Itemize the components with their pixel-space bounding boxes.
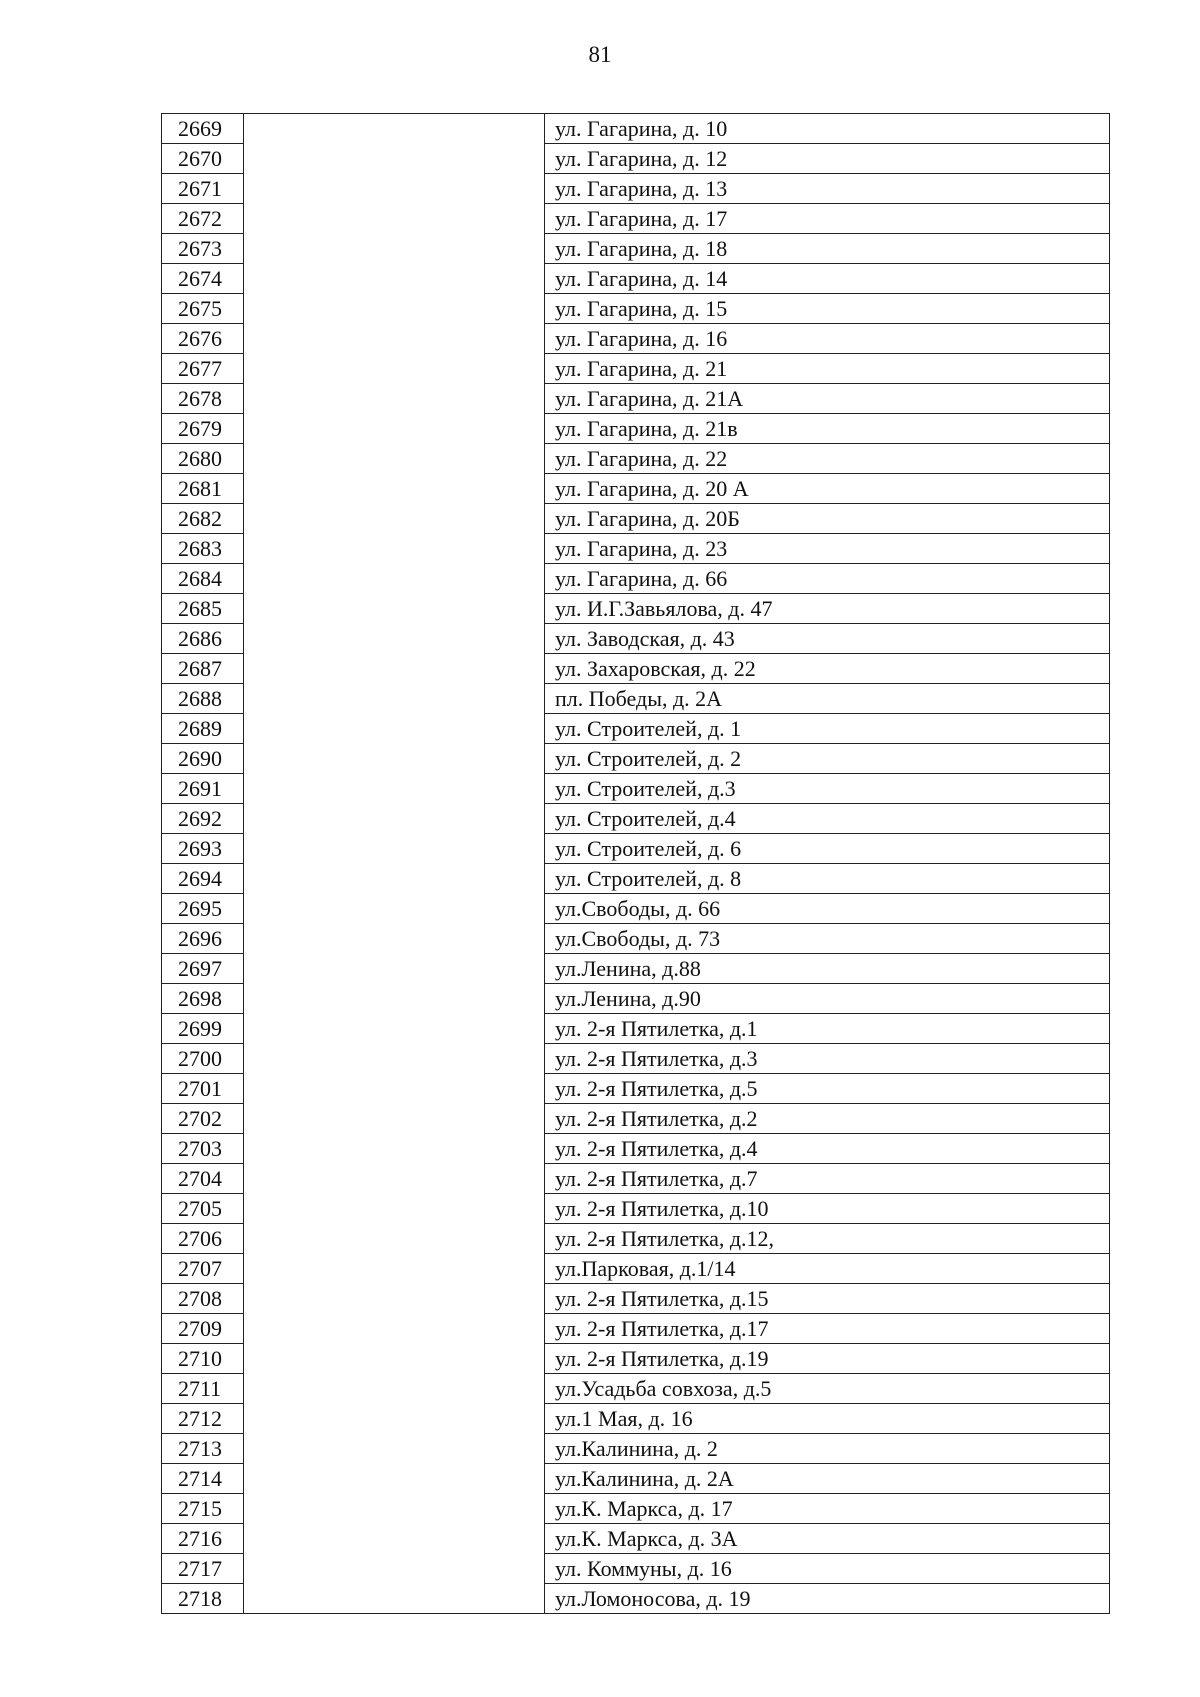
address-cell: ул.Ленина, д.90	[545, 984, 1110, 1014]
table-row	[162, 1524, 1110, 1554]
address-cell: пл. Победы, д. 2А	[545, 684, 1110, 714]
table-row	[162, 834, 1110, 864]
empty-cell	[244, 444, 545, 474]
address-cell: ул.Усадьба совхоза, д.5	[545, 1374, 1110, 1404]
table-row	[162, 414, 1110, 444]
table-row	[162, 1284, 1110, 1314]
row-number: 2681	[162, 474, 244, 504]
row-number: 2672	[162, 204, 244, 234]
row-number: 2680	[162, 444, 244, 474]
empty-cell	[244, 1074, 545, 1104]
address-cell: ул. 2-я Пятилетка, д.15	[545, 1284, 1110, 1314]
empty-cell	[244, 294, 545, 324]
empty-cell	[244, 714, 545, 744]
table-row	[162, 684, 1110, 714]
address-cell: ул.1 Мая, д. 16	[545, 1404, 1110, 1434]
table-row	[162, 174, 1110, 204]
address-cell: ул.Калинина, д. 2	[545, 1434, 1110, 1464]
empty-cell	[244, 144, 545, 174]
row-number: 2716	[162, 1524, 244, 1554]
empty-cell	[244, 1434, 545, 1464]
empty-cell	[244, 1254, 545, 1284]
row-number: 2694	[162, 864, 244, 894]
row-number: 2690	[162, 744, 244, 774]
empty-cell	[244, 1314, 545, 1344]
table-row	[162, 294, 1110, 324]
empty-cell	[244, 1404, 545, 1434]
address-cell: ул.Свободы, д. 66	[545, 894, 1110, 924]
address-cell: ул. Гагарина, д. 18	[545, 234, 1110, 264]
row-number: 2676	[162, 324, 244, 354]
empty-cell	[244, 1224, 545, 1254]
address-cell: ул. Гагарина, д. 21А	[545, 384, 1110, 414]
row-number: 2693	[162, 834, 244, 864]
row-number: 2692	[162, 804, 244, 834]
row-number: 2688	[162, 684, 244, 714]
table-row	[162, 624, 1110, 654]
address-cell: ул. Гагарина, д. 14	[545, 264, 1110, 294]
empty-cell	[244, 1344, 545, 1374]
address-cell: ул.Ленина, д.88	[545, 954, 1110, 984]
address-cell: ул. Гагарина, д. 22	[545, 444, 1110, 474]
table-row	[162, 144, 1110, 174]
address-cell: ул. Коммуны, д. 16	[545, 1554, 1110, 1584]
address-cell: ул. Гагарина, д. 10	[545, 114, 1110, 144]
empty-cell	[244, 1524, 545, 1554]
empty-cell	[244, 804, 545, 834]
empty-cell	[244, 654, 545, 684]
table-row	[162, 1344, 1110, 1374]
table-row	[162, 384, 1110, 414]
table-row	[162, 1104, 1110, 1134]
table-row	[162, 594, 1110, 624]
empty-cell	[244, 684, 545, 714]
row-number: 2685	[162, 594, 244, 624]
empty-cell	[244, 1104, 545, 1134]
empty-cell	[244, 1134, 545, 1164]
address-cell: ул. Гагарина, д. 20 А	[545, 474, 1110, 504]
empty-cell	[244, 1014, 545, 1044]
table-row	[162, 1464, 1110, 1494]
row-number: 2670	[162, 144, 244, 174]
table-row	[162, 1164, 1110, 1194]
address-cell: ул. Строителей, д. 2	[545, 744, 1110, 774]
address-cell: ул. 2-я Пятилетка, д.10	[545, 1194, 1110, 1224]
row-number: 2682	[162, 504, 244, 534]
address-cell: ул. 2-я Пятилетка, д.19	[545, 1344, 1110, 1374]
row-number: 2677	[162, 354, 244, 384]
table-row	[162, 204, 1110, 234]
empty-cell	[244, 1374, 545, 1404]
table-row	[162, 1374, 1110, 1404]
row-number: 2683	[162, 534, 244, 564]
row-number: 2704	[162, 1164, 244, 1194]
row-number: 2712	[162, 1404, 244, 1434]
empty-cell	[244, 924, 545, 954]
address-cell: ул. Гагарина, д. 15	[545, 294, 1110, 324]
address-cell: ул. Гагарина, д. 16	[545, 324, 1110, 354]
table-row	[162, 234, 1110, 264]
row-number: 2691	[162, 774, 244, 804]
row-number: 2687	[162, 654, 244, 684]
row-number: 2697	[162, 954, 244, 984]
row-number: 2714	[162, 1464, 244, 1494]
empty-cell	[244, 744, 545, 774]
table-row	[162, 1314, 1110, 1344]
empty-cell	[244, 504, 545, 534]
table-row	[162, 1434, 1110, 1464]
table-row	[162, 1194, 1110, 1224]
address-cell: ул. Гагарина, д. 66	[545, 564, 1110, 594]
table-row	[162, 474, 1110, 504]
address-cell: ул.К. Маркса, д. 3А	[545, 1524, 1110, 1554]
table-row	[162, 984, 1110, 1014]
table-row	[162, 714, 1110, 744]
address-cell: ул. 2-я Пятилетка, д.1	[545, 1014, 1110, 1044]
empty-cell	[244, 984, 545, 1014]
empty-cell	[244, 624, 545, 654]
empty-cell	[244, 414, 545, 444]
row-number: 2713	[162, 1434, 244, 1464]
row-number: 2675	[162, 294, 244, 324]
empty-cell	[244, 1554, 545, 1584]
empty-cell	[244, 534, 545, 564]
table-row	[162, 1254, 1110, 1284]
empty-cell	[244, 204, 545, 234]
row-number: 2699	[162, 1014, 244, 1044]
address-cell: ул.Калинина, д. 2А	[545, 1464, 1110, 1494]
address-cell: ул.Свободы, д. 73	[545, 924, 1110, 954]
address-cell: ул. 2-я Пятилетка, д.17	[545, 1314, 1110, 1344]
row-number: 2715	[162, 1494, 244, 1524]
table-row	[162, 1134, 1110, 1164]
row-number: 2708	[162, 1284, 244, 1314]
row-number: 2679	[162, 414, 244, 444]
table-row	[162, 1014, 1110, 1044]
row-number: 2684	[162, 564, 244, 594]
address-cell: ул. Строителей, д. 8	[545, 864, 1110, 894]
empty-cell	[244, 1194, 545, 1224]
row-number: 2674	[162, 264, 244, 294]
table-row	[162, 354, 1110, 384]
row-number: 2718	[162, 1584, 244, 1614]
empty-cell	[244, 1464, 545, 1494]
empty-cell	[244, 354, 545, 384]
row-number: 2703	[162, 1134, 244, 1164]
row-number: 2711	[162, 1374, 244, 1404]
empty-cell	[244, 324, 545, 354]
row-number: 2700	[162, 1044, 244, 1074]
empty-cell	[244, 1164, 545, 1194]
page-number: 81	[588, 42, 612, 67]
table-row	[162, 264, 1110, 294]
row-number: 2705	[162, 1194, 244, 1224]
address-table	[161, 113, 1110, 1614]
table-row	[162, 534, 1110, 564]
table-row	[162, 744, 1110, 774]
table-row	[162, 1494, 1110, 1524]
row-number: 2686	[162, 624, 244, 654]
table-row	[162, 804, 1110, 834]
empty-cell	[244, 234, 545, 264]
row-number: 2669	[162, 114, 244, 144]
address-cell: ул. 2-я Пятилетка, д.2	[545, 1104, 1110, 1134]
empty-cell	[244, 894, 545, 924]
address-cell: ул.К. Маркса, д. 17	[545, 1494, 1110, 1524]
address-cell: ул. И.Г.Завьялова, д. 47	[545, 594, 1110, 624]
table-row	[162, 864, 1110, 894]
address-cell: ул. Строителей, д. 6	[545, 834, 1110, 864]
table-row	[162, 114, 1110, 144]
empty-cell	[244, 864, 545, 894]
row-number: 2706	[162, 1224, 244, 1254]
address-cell: ул. Гагарина, д. 21в	[545, 414, 1110, 444]
empty-cell	[244, 1044, 545, 1074]
address-cell: ул. Гагарина, д. 17	[545, 204, 1110, 234]
empty-cell	[244, 564, 545, 594]
address-cell: ул. 2-я Пятилетка, д.3	[545, 1044, 1110, 1074]
table-row	[162, 1554, 1110, 1584]
row-number: 2678	[162, 384, 244, 414]
empty-cell	[244, 1494, 545, 1524]
table-row	[162, 1404, 1110, 1434]
address-cell: ул.Парковая, д.1/14	[545, 1254, 1110, 1284]
empty-cell	[244, 1284, 545, 1314]
address-cell: ул. Гагарина, д. 21	[545, 354, 1110, 384]
row-number: 2698	[162, 984, 244, 1014]
address-cell: ул.Ломоносова, д. 19	[545, 1584, 1110, 1614]
row-number: 2671	[162, 174, 244, 204]
empty-cell	[244, 384, 545, 414]
address-cell: ул. 2-я Пятилетка, д.5	[545, 1074, 1110, 1104]
empty-cell	[244, 114, 545, 144]
row-number: 2673	[162, 234, 244, 264]
row-number: 2702	[162, 1104, 244, 1134]
table-row	[162, 1074, 1110, 1104]
empty-cell	[244, 264, 545, 294]
row-number: 2695	[162, 894, 244, 924]
empty-cell	[244, 774, 545, 804]
address-cell: ул. 2-я Пятилетка, д.12,	[545, 1224, 1110, 1254]
row-number: 2689	[162, 714, 244, 744]
table-row	[162, 1044, 1110, 1074]
address-cell: ул. Строителей, д. 1	[545, 714, 1110, 744]
address-cell: ул. Строителей, д.4	[545, 804, 1110, 834]
address-cell: ул. 2-я Пятилетка, д.4	[545, 1134, 1110, 1164]
empty-cell	[244, 174, 545, 204]
empty-cell	[244, 1584, 545, 1614]
row-number: 2709	[162, 1314, 244, 1344]
empty-cell	[244, 834, 545, 864]
row-number: 2701	[162, 1074, 244, 1104]
table-row	[162, 324, 1110, 354]
address-cell: ул. Захаровская, д. 22	[545, 654, 1110, 684]
address-cell: ул. Гагарина, д. 20Б	[545, 504, 1110, 534]
table-row	[162, 924, 1110, 954]
table-row	[162, 444, 1110, 474]
row-number: 2717	[162, 1554, 244, 1584]
address-cell: ул. Гагарина, д. 12	[545, 144, 1110, 174]
empty-cell	[244, 474, 545, 504]
address-table-body	[162, 114, 1110, 1614]
row-number: 2696	[162, 924, 244, 954]
table-row	[162, 1224, 1110, 1254]
address-cell: ул. Гагарина, д. 23	[545, 534, 1110, 564]
address-cell: ул. Гагарина, д. 13	[545, 174, 1110, 204]
row-number: 2707	[162, 1254, 244, 1284]
row-number: 2710	[162, 1344, 244, 1374]
address-cell: ул. 2-я Пятилетка, д.7	[545, 1164, 1110, 1194]
table-row	[162, 954, 1110, 984]
empty-cell	[244, 594, 545, 624]
table-row	[162, 774, 1110, 804]
empty-cell	[244, 954, 545, 984]
table-row	[162, 1584, 1110, 1614]
table-row	[162, 654, 1110, 684]
table-row	[162, 564, 1110, 594]
address-cell: ул. Строителей, д.3	[545, 774, 1110, 804]
table-row	[162, 894, 1110, 924]
address-cell: ул. Заводская, д. 43	[545, 624, 1110, 654]
table-row	[162, 504, 1110, 534]
